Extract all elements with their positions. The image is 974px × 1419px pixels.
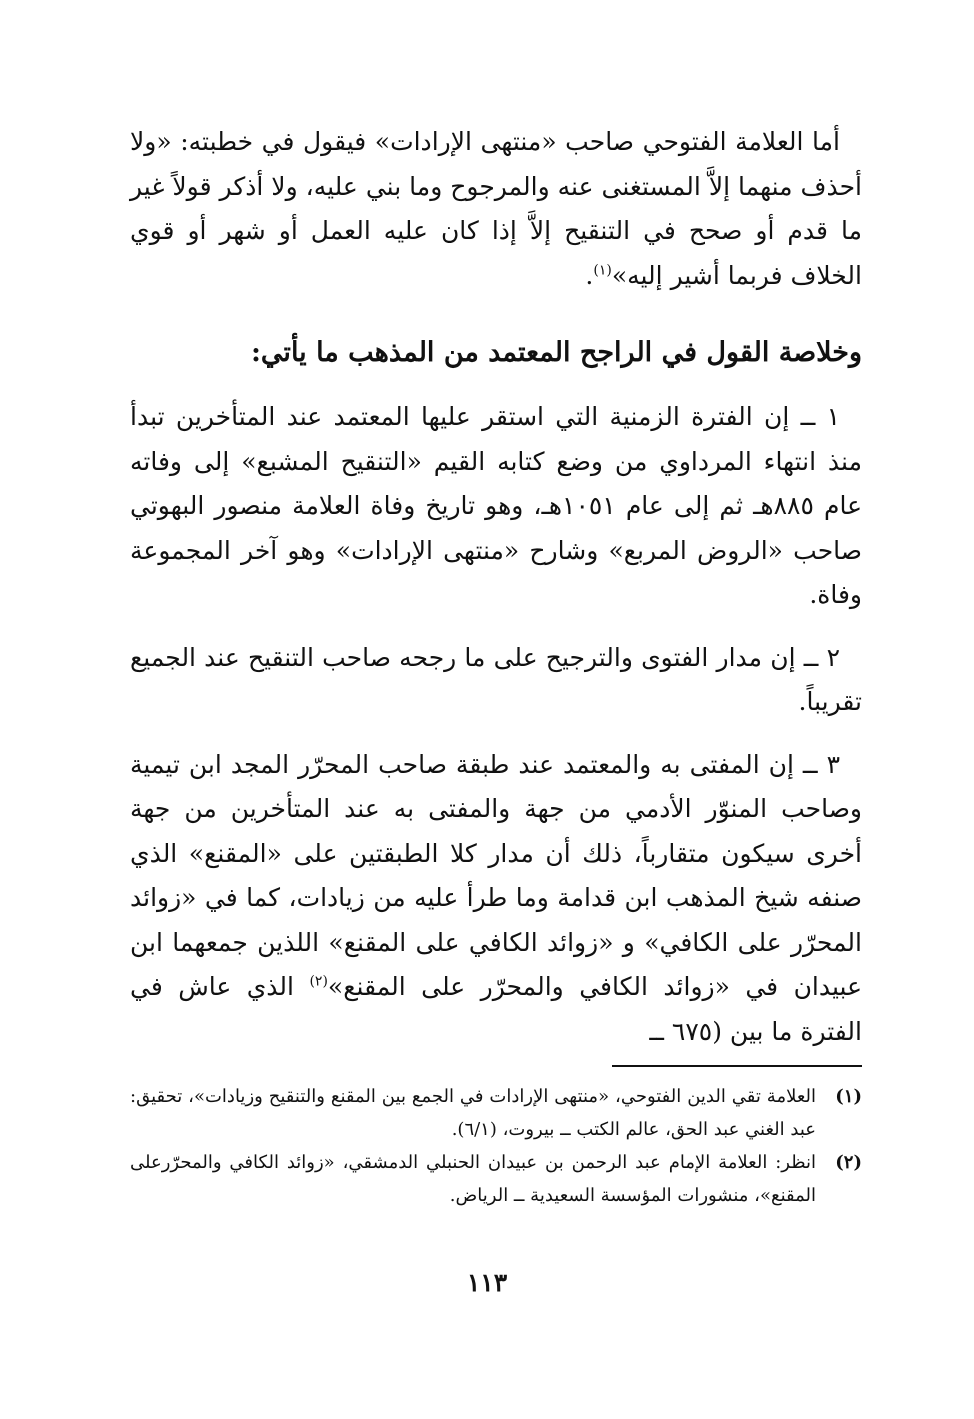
footnote-2-text: انظر: العلامة الإمام عبد الرحمن بن عبيدان الحنبلي الدمشقي، «زوائد الكافي والمحرّرعلى المقنع»، منشورات المؤسسة السعيدية ــ الرياض. [130, 1152, 816, 1206]
footnote-2-number: (٢) [835, 1152, 862, 1173]
footnote-2 [130, 1146, 862, 1212]
item-3-end: الذي عاش في الفترة ما بين (٦٧٥ ــ [130, 972, 862, 1046]
intro-paragraph [130, 120, 862, 298]
intro-end: . [585, 260, 594, 290]
footnote-1-text: العلامة تقي الدين الفتوحي، «منتهى الإرادات في الجمع بين المقنع والتنقيح وزيادات»، تحقيق: عبد الغني عبد الحق، عالم الكتب ــ بيروت، (٦/١). [130, 1086, 816, 1140]
item-2: ٢ ــ إن مدار الفتوى والترجيح على ما رجحه صاحب التنقيح عند الجميع تقريباً. [130, 642, 862, 716]
footnote-ref-1: (١) [593, 262, 612, 279]
page-number: ١١٣ [466, 1268, 508, 1297]
page-body [130, 120, 862, 1054]
footnote-ref-2: (٢) [309, 973, 328, 990]
item-3-text: ٣ ــ إن المفتى به والمعتمد عند طبقة صاحب المحرّر المجد ابن تيمية وصاحب المنوّر الأدمي من جهة والمفتى به عند المتأخرين من جهة أخرى سيكون متقارباً، ذلك أن مدار كلا الطبقتين على «المقنع» الذي صنفه شيخ المذهب ابن قدامة وما طرأ عليه من زيادات، كما في «زوائد المحرّر على الكافي» و «زوائد الكافي على المقنع» اللذين جمعهما ابن عبيدان في «زوائد الكافي والمحرّر على المقنع» [130, 749, 863, 1001]
section-heading: وخلاصة القول في الراجح المعتمد من المذهب ما يأتي: [250, 337, 862, 368]
item-3 [130, 743, 862, 1055]
intro-text: أما العلامة الفتوحي صاحب «منتهى الإرادات» فيقول في خطبته: «ولا أحذف منهما إلاَّ المستغنى عنه والمرجوح وما بني عليه، ولا أذكر قولاً غير ما قدم أو صحح في التنقيح إلاَّ إذا كان عليه العمل أو شهر أو قوي الخلاف فربما أشير إليه» [130, 127, 862, 290]
footnote-1-number: (١) [835, 1086, 862, 1107]
footnote-divider [612, 1065, 862, 1067]
footnote-1 [130, 1080, 862, 1146]
item-1: ١ ــ إن الفترة الزمنية التي استقر عليها المعتمد عند المتأخرين تبدأ منذ انتهاء المرداوي من وضع كتابه القيم «التنقيح المشبع» إلى وفاته عام ٨٨٥هـ ثم إلى عام ١٠٥١هـ، وهو تاريخ وفاة العلامة منصور البهوتي صاحب «الروض المربع» وشارح «منتهى الإرادات» وهو آخر المجموعة وفاة. [130, 402, 862, 609]
footnotes [130, 1080, 862, 1212]
